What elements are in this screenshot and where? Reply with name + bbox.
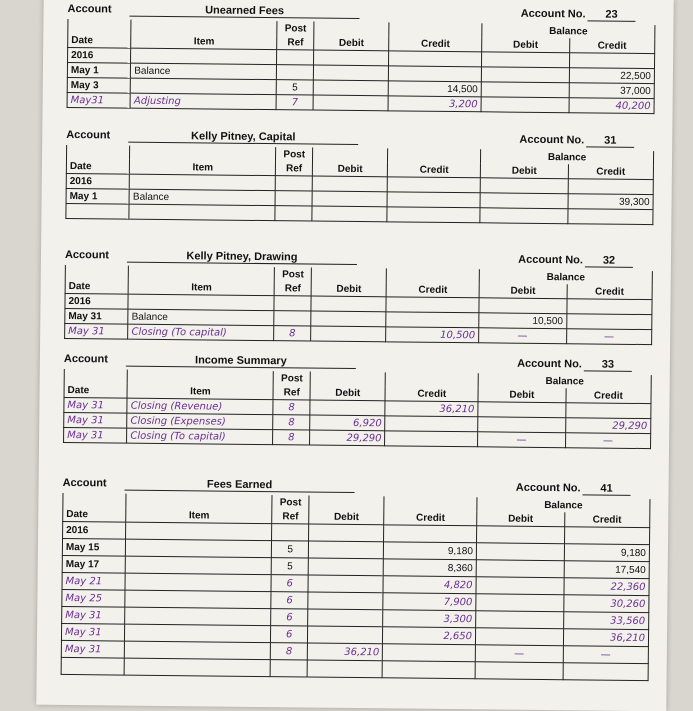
cell-date: May31 — [67, 92, 130, 108]
cell-debit — [313, 80, 389, 96]
account-no-label: Account No. — [518, 253, 584, 267]
post-header: Post — [276, 147, 313, 161]
cell-debit — [311, 311, 387, 327]
cell-item — [129, 204, 275, 221]
cell-bal-credit: 40,200 — [569, 98, 654, 114]
header-blank — [388, 148, 481, 163]
cell-credit: 10,500 — [386, 327, 479, 343]
ledger-table — [64, 265, 653, 345]
cell-date: 2016 — [63, 521, 126, 539]
cell-bal-credit: — — [563, 646, 648, 664]
cell-bal-debit: — — [475, 645, 563, 663]
cell-date — [66, 203, 129, 219]
cell-debit — [310, 400, 386, 416]
item-header: Item — [127, 384, 273, 400]
ref-header: Ref — [275, 281, 312, 296]
balance-debit-header: Debit — [478, 387, 566, 402]
worksheet-paper — [36, 0, 673, 711]
balance-credit-header: Credit — [566, 388, 651, 403]
cell-date: May 3 — [67, 77, 130, 93]
cell-bal-credit: 22,360 — [564, 578, 649, 596]
debit-header: Debit — [312, 162, 388, 177]
cell-credit — [383, 661, 476, 679]
account-number: 31 — [586, 134, 634, 148]
cell-item: Adjusting — [130, 93, 276, 110]
debit-header: Debit — [311, 282, 387, 297]
post-header: Post — [275, 267, 312, 281]
cell-credit: 9,180 — [384, 542, 477, 560]
cell-item — [128, 294, 274, 311]
balance-credit-header: Credit — [569, 38, 654, 53]
cell-date: May 31 — [64, 412, 127, 428]
cell-debit — [311, 296, 387, 312]
cell-bal-debit — [478, 417, 566, 433]
date-header: Date — [64, 383, 127, 398]
cell-debit — [307, 660, 383, 678]
cell-bal-debit — [480, 193, 568, 209]
cell-credit: 36,210 — [385, 401, 478, 417]
ledger-33 — [63, 349, 652, 449]
cell-bal-credit — [568, 179, 653, 195]
cell-date: May 1 — [66, 188, 129, 204]
post-header: Post — [272, 495, 309, 509]
cell-ref: 8 — [271, 643, 308, 660]
credit-header: Credit — [388, 162, 481, 177]
account-no-label: Account No. — [520, 7, 586, 21]
balance-header: Balance — [480, 149, 653, 165]
header-blank — [384, 496, 477, 511]
post-header: Post — [277, 21, 314, 35]
cell-date: May 31 — [61, 640, 124, 658]
account-label: Account — [67, 2, 112, 16]
cell-ref — [277, 50, 314, 65]
debit-header: Debit — [309, 510, 385, 525]
cell-item: Closing (To capital) — [128, 324, 274, 341]
cell-item: Closing (Revenue) — [127, 398, 273, 415]
cell-bal-debit — [476, 594, 564, 612]
cell-debit — [308, 609, 384, 627]
header-blank — [312, 148, 388, 163]
cell-ref: 8 — [273, 415, 310, 430]
cell-item: Closing (To capital) — [127, 428, 273, 445]
cell-bal-credit — [564, 527, 649, 545]
cell-ref: 5 — [272, 541, 309, 558]
account-name: Fees Earned — [125, 478, 355, 493]
cell-bal-credit — [563, 663, 648, 681]
cell-credit: 7,900 — [383, 593, 476, 611]
cell-bal-debit — [477, 526, 565, 544]
header-blank — [68, 19, 131, 34]
cell-credit — [383, 644, 476, 662]
balance-debit-header: Debit — [480, 163, 568, 178]
cell-debit — [313, 50, 389, 66]
account-no-label: Account No. — [515, 481, 581, 495]
cell-debit — [308, 592, 384, 610]
cell-item: Closing (Expenses) — [127, 413, 273, 430]
account-name: Kelly Pitney, Drawing — [127, 250, 357, 265]
account-label: Account — [62, 476, 107, 490]
cell-bal-credit — [566, 403, 651, 419]
account-label: Account — [63, 352, 108, 366]
cell-ref: 8 — [274, 326, 311, 341]
credit-header: Credit — [385, 386, 478, 401]
balance-header: Balance — [479, 269, 652, 285]
balance-header: Balance — [478, 373, 651, 389]
cell-debit: 29,290 — [309, 430, 385, 446]
header-blank — [127, 370, 273, 386]
cell-item — [126, 522, 272, 541]
cell-bal-credit: 30,260 — [563, 595, 648, 613]
cell-debit — [312, 176, 388, 192]
cell-item — [125, 624, 271, 643]
cell-bal-debit — [475, 662, 563, 680]
balance-header: Balance — [482, 23, 655, 39]
cell-ref: 8 — [273, 400, 310, 415]
cell-item — [130, 174, 276, 191]
cell-date: May 31 — [64, 427, 127, 443]
account-no-label: Account No. — [519, 133, 585, 147]
cell-item: Balance — [128, 309, 274, 326]
post-header: Post — [274, 371, 311, 385]
item-header: Item — [126, 508, 272, 524]
ledger-32 — [64, 245, 653, 345]
cell-ref: 8 — [273, 430, 310, 445]
account-number: 32 — [585, 254, 633, 268]
cell-item — [131, 78, 277, 95]
header-blank — [314, 22, 390, 37]
cell-ref — [275, 206, 312, 221]
cell-item — [125, 641, 271, 660]
cell-credit — [387, 207, 480, 223]
cell-credit: 14,500 — [389, 81, 482, 97]
cell-bal-debit — [480, 178, 568, 194]
cell-debit — [308, 575, 384, 593]
account-no-label: Account No. — [517, 357, 582, 371]
cell-debit — [307, 626, 383, 644]
account-number: 23 — [587, 8, 635, 22]
cell-credit: 4,820 — [383, 576, 476, 594]
balance-credit-header: Credit — [568, 164, 653, 179]
cell-item — [124, 658, 270, 677]
cell-ref — [274, 311, 311, 326]
cell-bal-credit: 33,560 — [563, 612, 648, 630]
cell-credit — [389, 51, 482, 67]
balance-credit-header: Credit — [564, 512, 649, 527]
cell-item — [125, 556, 271, 575]
date-header: Date — [66, 159, 129, 174]
cell-debit — [313, 95, 389, 111]
cell-bal-debit — [481, 97, 569, 113]
cell-bal-debit — [478, 402, 566, 418]
account-number: 33 — [584, 358, 632, 372]
cell-bal-debit — [476, 560, 564, 578]
balance-debit-header: Debit — [482, 37, 570, 52]
cell-date: May 25 — [62, 589, 125, 607]
cell-ref: 6 — [271, 609, 308, 626]
cell-date: 2016 — [66, 173, 129, 189]
cell-ref: 6 — [271, 626, 308, 643]
cell-bal-credit — [568, 209, 653, 225]
ledger-table — [61, 493, 651, 681]
cell-ref — [271, 660, 308, 677]
cell-item: Balance — [131, 63, 277, 80]
header-blank — [386, 372, 479, 387]
cell-bal-debit — [476, 611, 564, 629]
cell-ref: 5 — [277, 80, 314, 95]
header-blank — [387, 268, 480, 283]
cell-credit — [385, 431, 478, 447]
cell-debit — [312, 206, 388, 222]
date-header: Date — [68, 33, 131, 48]
ref-header: Ref — [277, 35, 314, 50]
ref-header: Ref — [276, 161, 313, 176]
cell-bal-credit: 9,180 — [564, 544, 649, 562]
ref-header: Ref — [273, 385, 310, 400]
cell-ref — [277, 65, 314, 80]
cell-ref — [275, 191, 312, 206]
debit-header: Debit — [310, 386, 386, 401]
ledger-31 — [65, 125, 654, 225]
cell-bal-credit: 29,290 — [565, 418, 650, 434]
cell-item — [125, 607, 271, 626]
cell-bal-credit — [569, 53, 654, 69]
cell-bal-credit — [567, 299, 652, 315]
cell-bal-debit — [475, 628, 563, 646]
cell-ref — [276, 176, 313, 191]
ledger-table — [63, 369, 652, 449]
header-blank — [131, 20, 277, 36]
credit-header: Credit — [387, 282, 480, 297]
ledger-23 — [67, 0, 656, 114]
cell-date: May 21 — [62, 572, 125, 590]
cell-bal-credit: — — [565, 433, 650, 449]
cell-date: May 31 — [65, 323, 128, 339]
account-number: 41 — [583, 482, 631, 496]
credit-header: Credit — [384, 510, 477, 525]
ledger-table — [67, 19, 656, 114]
cell-debit — [313, 65, 389, 81]
ref-header: Ref — [272, 509, 309, 524]
header-blank — [310, 372, 386, 387]
balance-credit-header: Credit — [567, 284, 652, 299]
cell-debit — [308, 524, 384, 542]
header-blank — [63, 493, 126, 508]
cell-debit — [311, 326, 387, 342]
header-blank — [67, 145, 130, 160]
cell-credit — [389, 66, 482, 82]
header-blank — [309, 496, 385, 511]
cell-bal-debit — [476, 543, 564, 561]
cell-date: May 1 — [67, 62, 130, 78]
cell-credit — [385, 416, 478, 432]
cell-date: May 17 — [62, 555, 125, 573]
cell-credit: 3,200 — [388, 96, 481, 112]
cell-ref: 6 — [271, 575, 308, 592]
header-blank — [129, 266, 275, 282]
cell-debit — [312, 191, 388, 207]
item-header: Item — [130, 160, 276, 176]
cell-debit: 6,920 — [310, 415, 386, 431]
account-name: Unearned Fees — [129, 4, 359, 19]
cell-bal-credit: 17,540 — [564, 561, 649, 579]
balance-header: Balance — [477, 497, 650, 513]
cell-bal-debit — [482, 52, 570, 68]
balance-debit-header: Debit — [477, 511, 565, 526]
cell-item — [125, 573, 271, 592]
cell-credit — [386, 312, 479, 328]
cell-item — [131, 48, 277, 65]
ledger-41 — [61, 473, 651, 681]
cell-date: May 31 — [65, 308, 128, 324]
debit-header: Debit — [314, 36, 390, 51]
date-header: Date — [63, 507, 126, 522]
cell-bal-debit — [476, 577, 564, 595]
cell-date — [61, 657, 124, 675]
cell-date: May 31 — [64, 397, 127, 413]
balance-debit-header: Debit — [479, 283, 567, 298]
date-header: Date — [65, 279, 128, 294]
cell-bal-credit — [566, 314, 651, 330]
cell-date: May 15 — [62, 538, 125, 556]
cell-date: 2016 — [65, 293, 128, 309]
credit-header: Credit — [389, 36, 482, 51]
cell-bal-credit: 37,000 — [569, 83, 654, 99]
cell-bal-debit — [479, 298, 567, 314]
header-blank — [126, 494, 272, 510]
account-name: Kelly Pitney, Capital — [128, 130, 358, 145]
cell-bal-debit: — — [479, 328, 567, 344]
header-blank — [64, 369, 127, 384]
cell-bal-debit: 10,500 — [479, 313, 567, 329]
cell-credit: 8,360 — [384, 559, 477, 577]
header-blank — [389, 22, 482, 37]
cell-item — [125, 590, 271, 609]
header-blank — [311, 268, 387, 283]
header-blank — [130, 146, 276, 162]
cell-bal-debit — [481, 67, 569, 83]
cell-item — [126, 539, 272, 558]
cell-debit — [308, 541, 384, 559]
cell-ref — [274, 296, 311, 311]
cell-credit: 3,300 — [383, 610, 476, 628]
item-header: Item — [128, 280, 274, 296]
cell-ref: 5 — [272, 558, 309, 575]
account-name: Income Summary — [126, 354, 356, 369]
cell-debit: 36,210 — [307, 643, 383, 661]
cell-credit — [387, 192, 480, 208]
cell-bal-debit — [480, 208, 568, 224]
cell-bal-credit: — — [566, 329, 651, 345]
cell-date: May 31 — [62, 606, 125, 624]
cell-bal-credit: 36,210 — [563, 629, 648, 647]
account-label: Account — [64, 248, 110, 262]
cell-ref: 6 — [271, 592, 308, 609]
cell-bal-credit: 22,500 — [569, 68, 654, 84]
cell-credit — [388, 177, 481, 193]
cell-ref: 7 — [276, 95, 313, 110]
account-label: Account — [66, 128, 111, 142]
cell-item: Balance — [129, 189, 275, 206]
cell-date: May 31 — [61, 623, 124, 641]
cell-credit: 2,650 — [383, 627, 476, 645]
cell-credit — [384, 525, 477, 543]
cell-date: 2016 — [68, 47, 131, 63]
cell-bal-debit: — — [478, 432, 566, 448]
item-header: Item — [131, 34, 277, 50]
cell-debit — [308, 558, 384, 576]
header-blank — [65, 265, 128, 280]
cell-ref — [272, 524, 309, 541]
ledger-table — [65, 145, 654, 225]
cell-bal-credit: 39,300 — [568, 194, 653, 210]
cell-bal-debit — [481, 82, 569, 98]
cell-credit — [386, 297, 479, 313]
